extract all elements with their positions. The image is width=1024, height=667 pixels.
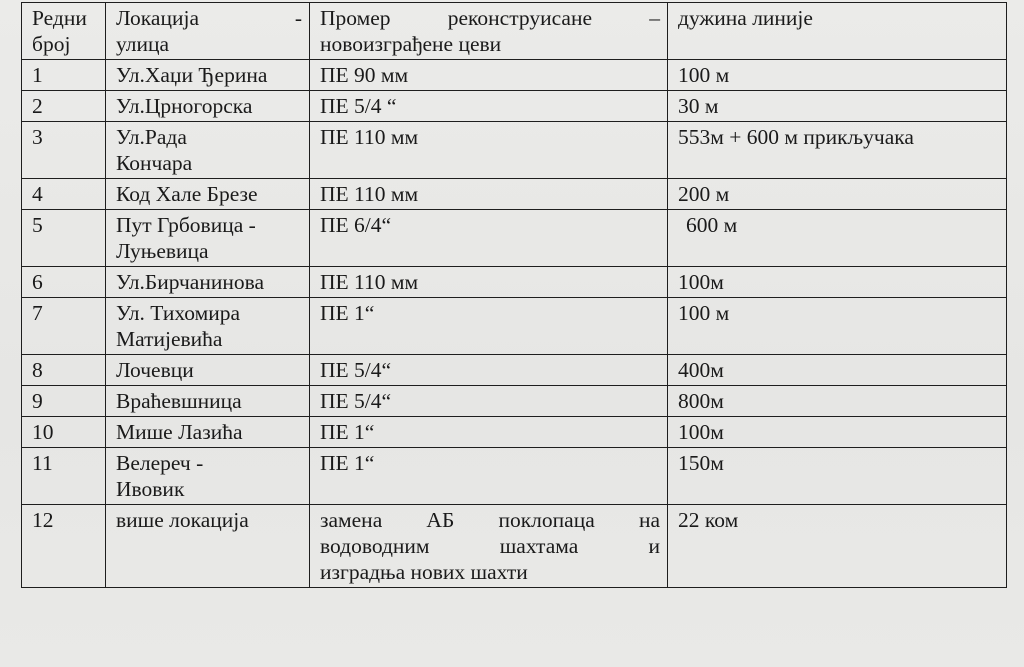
row-length: 22 ком	[668, 505, 1007, 588]
header-pipe-line1	[320, 5, 660, 31]
row-pipe: ПЕ 110 мм	[310, 267, 668, 298]
row-location-line1: Враћевшница	[116, 389, 242, 413]
row-number: 8	[22, 355, 106, 386]
row-number: 1	[22, 60, 106, 91]
row-location	[106, 355, 310, 386]
row-length: 553м + 600 м прикључака	[668, 122, 1007, 179]
row-length: 150м	[668, 448, 1007, 505]
row-location	[106, 60, 310, 91]
row-length: 800м	[668, 386, 1007, 417]
row-pipe-line1: замена АБ поклопаца на	[320, 508, 660, 532]
row-length: 100м	[668, 417, 1007, 448]
row-pipe: ПЕ 1“	[310, 448, 668, 505]
row-location-line2: Матијевића	[116, 327, 223, 351]
table-row	[22, 386, 1007, 417]
row-length: 200 м	[668, 179, 1007, 210]
table-row	[22, 298, 1007, 355]
row-length: 100 м	[668, 60, 1007, 91]
row-location-line2: Кончара	[116, 151, 193, 175]
row-location-line1: Ул.Бирчанинова	[116, 270, 265, 294]
row-number: 3	[22, 122, 106, 179]
row-length: 30 м	[668, 91, 1007, 122]
header-location-dash: -	[294, 6, 302, 30]
row-number: 4	[22, 179, 106, 210]
table-row	[22, 122, 1007, 179]
row-pipe: ПЕ 1“	[310, 417, 668, 448]
row-length: 400м	[668, 355, 1007, 386]
row-pipe: ПЕ 5/4 “	[310, 91, 668, 122]
row-location-line1: Ул.Црногорска	[116, 94, 253, 118]
header-length-cell: дужина линије	[668, 3, 1007, 60]
row-location	[106, 91, 310, 122]
table-row	[22, 210, 1007, 267]
row-length: 100 м	[668, 298, 1007, 355]
row-location	[106, 122, 310, 179]
row-number: 9	[22, 386, 106, 417]
row-number: 2	[22, 91, 106, 122]
header-pipe-cell	[310, 3, 668, 60]
header-location-cell	[106, 3, 310, 60]
row-location-line1: Лочевци	[116, 358, 194, 382]
row-pipe: ПЕ 5/4“	[310, 355, 668, 386]
header-number-line1: Редни	[32, 6, 87, 30]
table-header-row	[22, 3, 1007, 60]
header-pipe-line2: новоизграђене цеви	[320, 32, 502, 56]
header-location-line1	[116, 5, 302, 31]
row-location	[106, 386, 310, 417]
row-location	[106, 179, 310, 210]
row-location-line1: Велереч -	[116, 451, 204, 475]
table-row	[22, 505, 1007, 588]
row-location	[106, 267, 310, 298]
row-location	[106, 417, 310, 448]
row-location: више локација	[106, 505, 310, 588]
header-location-line2: улица	[116, 32, 170, 56]
row-pipe: ПЕ 90 мм	[310, 60, 668, 91]
table-row	[22, 60, 1007, 91]
row-number: 10	[22, 417, 106, 448]
table-row	[22, 179, 1007, 210]
row-number: 5	[22, 210, 106, 267]
row-pipe: ПЕ 5/4“	[310, 386, 668, 417]
table-row	[22, 448, 1007, 505]
row-location-line1: Ул. Тихомира	[116, 301, 241, 325]
row-number: 12	[22, 505, 106, 588]
header-pipe-word1: Промер	[320, 6, 391, 30]
row-location	[106, 210, 310, 267]
row-length: 100м	[668, 267, 1007, 298]
table-row	[22, 91, 1007, 122]
row-pipe: ПЕ 110 мм	[310, 122, 668, 179]
row-location-line1: Ул.Хаџи Ђерина	[116, 63, 268, 87]
row-pipe: ПЕ 110 мм	[310, 179, 668, 210]
table-row	[22, 417, 1007, 448]
row-pipe: ПЕ 1“	[310, 298, 668, 355]
row-number: 6	[22, 267, 106, 298]
header-number-line2: број	[32, 32, 71, 56]
row-pipe-description	[310, 505, 668, 588]
row-number: 7	[22, 298, 106, 355]
row-location-line2: Ивовик	[116, 477, 185, 501]
table-row	[22, 267, 1007, 298]
row-number: 11	[22, 448, 106, 505]
header-number-cell	[22, 3, 106, 60]
row-pipe-line3: изградња нових шахти	[320, 560, 528, 584]
pipe-reconstruction-table	[21, 2, 1007, 588]
table-row	[22, 355, 1007, 386]
header-pipe-word2: реконструисане	[447, 6, 592, 30]
row-location	[106, 298, 310, 355]
row-location-line1: Мише Лазића	[116, 420, 243, 444]
row-pipe-line2: водоводним шахтама и	[320, 534, 660, 558]
row-location-line2: Луњевица	[116, 239, 209, 263]
header-location-label: Локација	[116, 6, 199, 30]
header-pipe-dash: –	[649, 6, 660, 30]
row-location-line1: Ул.Рада	[116, 125, 187, 149]
row-location-line1: Пут Грбовица -	[116, 213, 256, 237]
row-location	[106, 448, 310, 505]
row-pipe: ПЕ 6/4“	[310, 210, 668, 267]
row-length: 600 м	[668, 210, 1007, 267]
row-location-line1: Код Хале Брезе	[116, 182, 258, 206]
